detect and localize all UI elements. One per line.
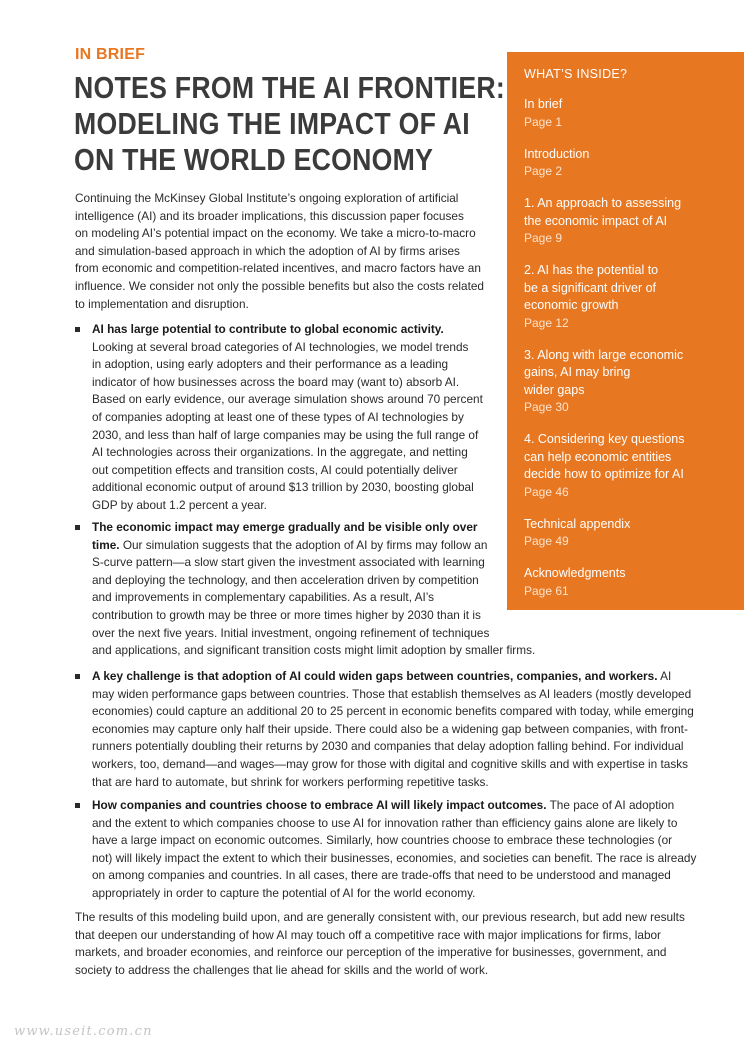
bullet-square-icon (75, 327, 80, 332)
bullet-text: AI has large potential to contribute to global economic activity. Looking at several broad categories of AI technologies, we model trends in adoption, using early adopters and their performance as a leading indicator of how businesses across the board may (want to) absorb AI. Based on early evidence, our average simulation shows around 70 percent of companies adopting at least one of these types of AI technologies by 2030, and less than half of large companies may be using the full range of AI technologies across their organizations. In the aggregate, and netting out competition effects and transition costs, AI could potentially deliver additional economic output of around $13 trillion by 2030, boosting global GDP by about 1.2 percent a year. (92, 322, 483, 512)
toc-page: Page 30 (524, 400, 569, 414)
toc-page: Page 49 (524, 534, 569, 548)
toc-item-chapter-4[interactable] (524, 431, 730, 501)
bullet-square-icon (75, 803, 80, 808)
toc-item-chapter-2[interactable] (524, 262, 730, 332)
watermark: www.useit.com.cn (14, 1024, 153, 1039)
toc-title: In brief (524, 97, 563, 111)
toc-title: Acknowledgments (524, 566, 626, 580)
bullet-text: A key challenge is that adoption of AI could widen gaps between countries, companies, and workers. AI may widen performance gaps between countries. Those that establish themselves as AI leaders (mostly developed economies) could capture an additional 20 to 25 percent in economic benefits compared with today, while emerging economies may capture only half their upside. There could also be a widening gap between companies, with front- runners potentially doubling their returns by 2030 and companies that delay adoption falling behind. For individual workers, too, demand—and wages—may grow for those with digital and cognitive skills and with expertise in tasks that are hard to automate, but shrink for workers performing repetitive tasks. (92, 669, 694, 789)
toc-item-technical-appendix[interactable] (524, 516, 730, 551)
sidebar-heading: WHAT’S INSIDE? (524, 67, 628, 81)
toc-title: Technical appendix (524, 516, 631, 531)
toc-page: Page 9 (524, 231, 563, 245)
toc-page: Page 2 (524, 164, 563, 178)
bullet-square-icon (75, 525, 80, 530)
closing-paragraph: The results of this modeling build upon, and are generally consistent with, our previous research, but add new results that deepen our understanding of how AI may touch off a competitive race with major implications for firms, labor markets, and broader economies, and reinforce our perception of the imperative for businesses, government, and society to address the challenges that lie ahead for skills and the world of work. (75, 910, 685, 977)
page-title (74, 70, 506, 178)
whats-inside-sidebar (507, 52, 744, 610)
toc-page: Page 12 (524, 315, 569, 330)
toc-item-in-brief[interactable] (524, 96, 730, 131)
toc-item-chapter-3[interactable] (524, 347, 730, 417)
toc-title: 1. An approach to assessing the economic impact of AI (524, 196, 682, 228)
title-line: NOTES FROM THE AI FRONTIER: (74, 70, 506, 105)
toc-item-chapter-1[interactable] (524, 195, 730, 247)
bullet-text: The economic impact may emerge gradually and be visible only over time. Our simulation suggests that the adoption of AI by firms may follow an S-curve pattern—a slow start given the investment associated with learning and deploying the technology, and then acceleration driven by competition and improvements in complementary capabilities. As a result, AI’s contribution to growth may be three or more times higher by 2030 than it is over the next five years. Initial investment, ongoing refinement of techniques and applications, and significant transition costs might limit adoption by smaller firms. (92, 520, 536, 658)
toc-page: Page 1 (524, 114, 563, 129)
bullet-text: How companies and countries choose to embrace AI will likely impact outcomes. The pace of AI adoption and the extent to which companies choose to use AI for innovation rather than efficiency gains alone are likely to have a large impact on economic outcomes. Similarly, how countries choose to embrace these technologies (or not) will likely impact the extent to which their businesses, economies, and societies can benefit. The race is already on among companies and countries. In all cases, there are trade-offs that need to be understood and managed appropriately in order to capture the potential of AI for the world economy. (92, 798, 697, 900)
toc-page: Page 46 (524, 484, 569, 499)
toc-title: 4. Considering key questions can help economic entities decide how to optimize for AI (524, 432, 685, 481)
toc-title: Introduction (524, 146, 590, 161)
toc-item-introduction[interactable] (524, 146, 730, 181)
title-line: ON THE WORLD ECONOMY (74, 142, 434, 177)
toc-title: 3. Along with large economic gains, AI may bring wider gaps (524, 347, 684, 397)
toc-item-acknowledgments[interactable] (524, 565, 730, 600)
intro-paragraph: Continuing the McKinsey Global Institute’s ongoing exploration of artificial intelligence (AI) and its broader implications, this discussion paper focuses on modeling AI’s potential impact on the economy. We take a micro-to-macro and simulation-based approach in which the adoption of AI by firms arises from economic and competition-related incentives, and macro factors have an influence. We consider not only the possible benefits but also the costs related to implementation and disruption. (75, 191, 484, 311)
toc-title: 2. AI has the potential to be a significant driver of economic growth (524, 263, 659, 312)
bullet-square-icon (75, 674, 80, 679)
title-line: MODELING THE IMPACT OF AI (74, 106, 470, 141)
section-kicker: IN BRIEF (75, 46, 146, 63)
toc-page: Page 61 (524, 583, 569, 598)
